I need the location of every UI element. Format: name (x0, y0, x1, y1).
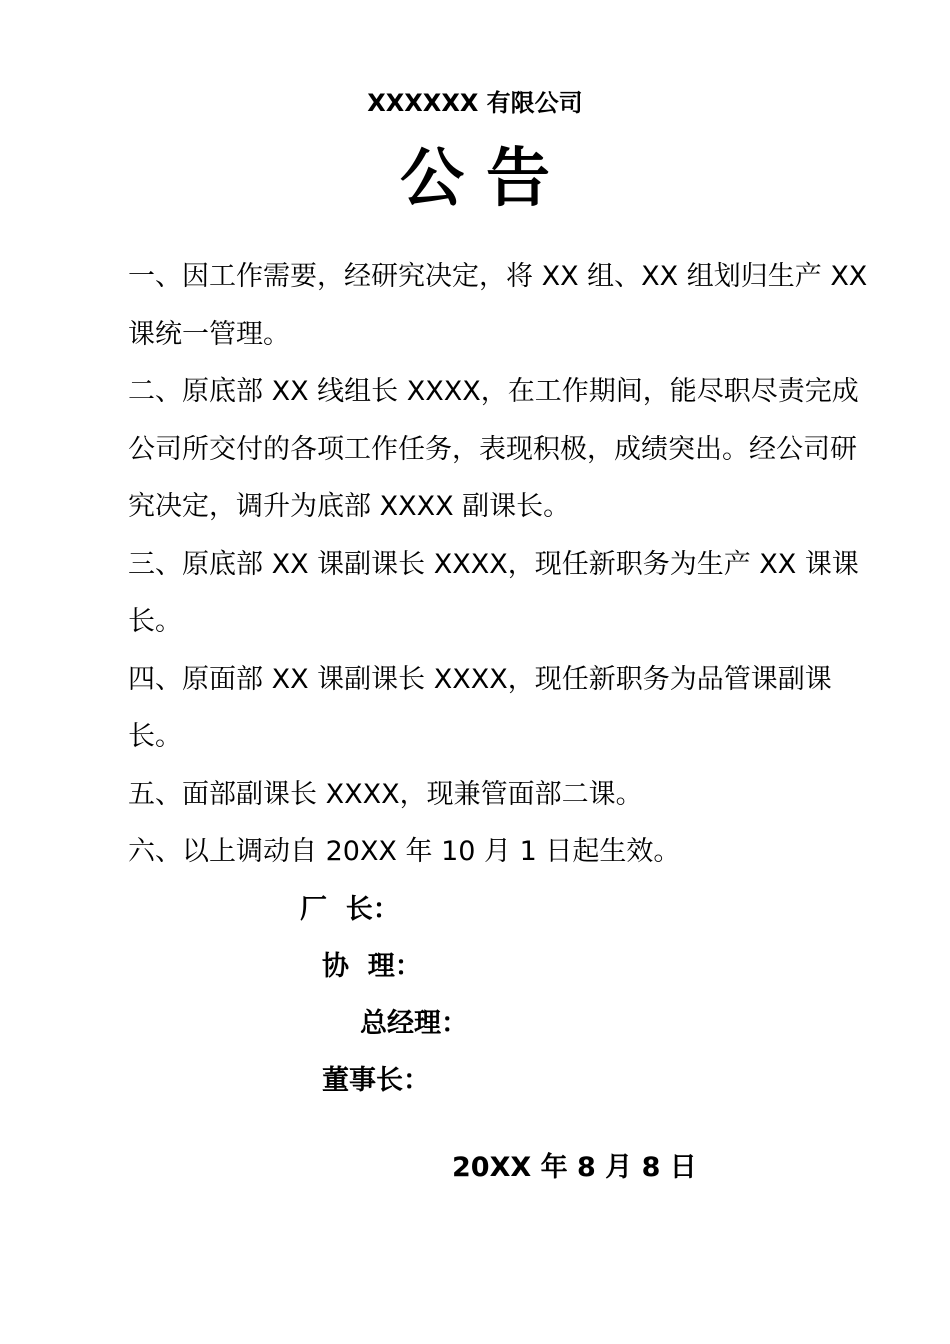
signature-general-manager: 总经理： (360, 1008, 468, 1039)
signature-factory-director: 厂 长： (300, 894, 400, 925)
notice-title: 公告 (400, 142, 572, 216)
paragraph-6: 六、以上调动自 20XX 年 10 月 1 日起生效。 (128, 836, 681, 867)
paragraph-1: 一、因工作需要，经研究决定，将 XX 组、XX 组划归生产 XX 课统一管理。 (128, 261, 868, 350)
notice-body (128, 248, 868, 881)
paragraph-2: 二、原底部 XX 线组长 XXXX，在工作期间，能尽职尽责完成公司所交付的各项工作任务，表现积极，成绩突出。经公司研究决定，调升为底部 XXXX 副课长。 (128, 376, 859, 522)
signature-assistant-manager: 协 理： (322, 951, 422, 982)
paragraph-5: 五、面部副课长 XXXX，现兼管面部二课。 (128, 778, 643, 810)
signature-chairman: 董事长： (322, 1065, 430, 1096)
company-name: XXXXXX 有限公司 (367, 89, 583, 117)
notice-date: 20XX 年 8 月 8 日 (452, 1152, 697, 1183)
paragraph-4: 四、原面部 XX 课副课长 XXXX，现任新职务为品管课副课长。 (128, 663, 832, 752)
paragraph-3: 三、原底部 XX 课副课长 XXXX，现任新职务为生产 XX 课课长。 (128, 548, 859, 637)
